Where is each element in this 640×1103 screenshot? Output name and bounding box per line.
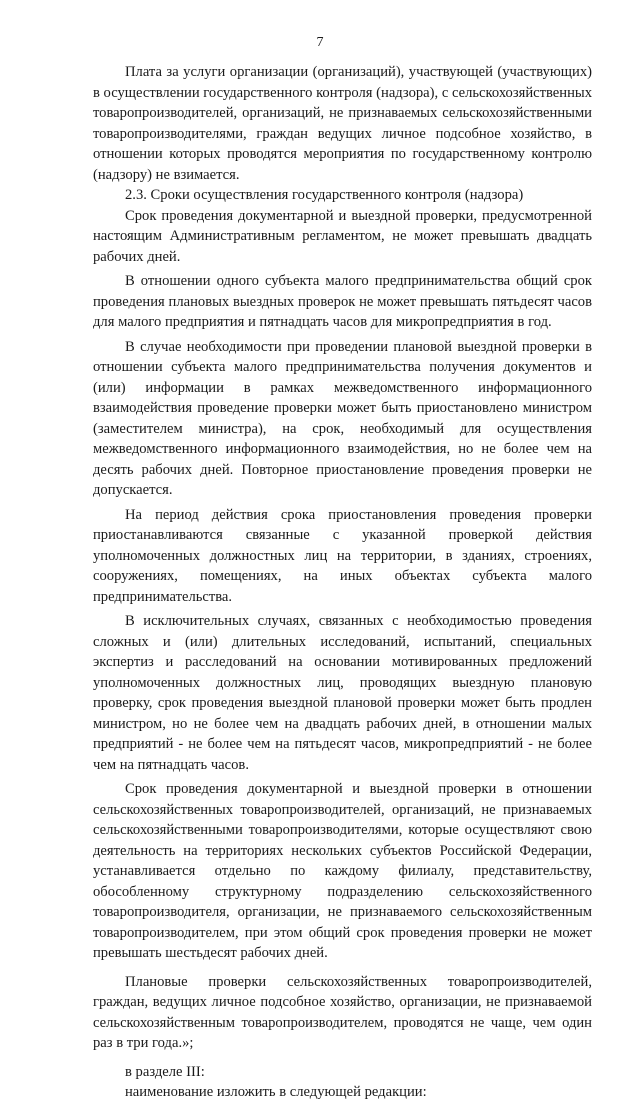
paragraph-fee: Плата за услуги организации (организаций), участвующей (участвующих) в осуществлении государственного контроля (надзора), с сельскохозяйственных товаропроизводителей, организаций, не признаваемых сельскохозяйственными товаропроизводителями, граждан ведущих личное подсобное хозяйство, в отношении которых проводятся мероприятия по государственному контролю (надзору) не взимается. bbox=[93, 64, 592, 183]
paragraph-multi-region: Срок проведения документарной и выездной проверки в отношении сельскохозяйственных товаропроизводителей, организаций, не признаваемых сельскохозяйственными товаропроизводителями, которые осуществляют свою деятельность на территориях нескольких субъектов Российской Федерации, устанавливается отдельно по каждому филиалу, представительству, обособленному структурному подразделению сельскохозяйственного товаропроизводителя, организации, не признаваемого сельскохозяйственным товаропроизводителем, при этом общий срок проведения проверки не может превышать шестьдесят рабочих дней. bbox=[93, 781, 592, 961]
paragraph-planned-frequency: Плановые проверки сельскохозяйственных товаропроизводителей, граждан, ведущих личное подсобное хозяйство, организации, не признаваемой сельскохозяйственным товаропроизводителем, проводятся не чаще, чем один раз в три года.»; bbox=[93, 973, 592, 1051]
paragraph-section-iii: в разделе III: bbox=[125, 1063, 205, 1080]
page-number: 7 bbox=[316, 35, 324, 50]
document-body bbox=[93, 62, 592, 1103]
paragraph-rename-instruction: наименование изложить в следующей редакции: bbox=[125, 1084, 427, 1100]
paragraph-small-business-limit: В отношении одного субъекта малого предпринимательства общий срок проведения плановых выездных проверок не может превышать пятьдесят часов для малого предприятия и пятнадцать часов для микропредприятия в год. bbox=[93, 273, 592, 330]
section-heading-2-3: 2.3. Сроки осуществления государственного контроля (надзора) bbox=[125, 187, 524, 203]
paragraph-extension: В исключительных случаях, связанных с необходимостью проведения сложных и (или) длительных исследований, испытаний, специальных экспертиз и расследований на основании мотивированных предложений уполномоченных должностных лиц, проводящих выездную плановую проверку, срок проведения выездной плановой проверки может быть продлен министром, но не более чем на двадцать рабочих дней, в отношении малых предприятий - не более чем на пятьдесят часов, микропредприятий - не более чем на пятнадцать часов. bbox=[93, 613, 592, 773]
paragraph-inspection-term: Срок проведения документарной и выездной проверки, предусмотренной настоящим Административным регламентом, не может превышать двадцать рабочих дней. bbox=[93, 207, 592, 265]
paragraph-suspension-period: На период действия срока приостановления проведения проверки приостанавливаются связанные с указанной проверкой действия уполномоченных должностных лиц на территории, в зданиях, строениях, сооружениях, помещениях, на иных объектах субъекта малого предпринимательства. bbox=[93, 506, 592, 605]
paragraph-suspension: В случае необходимости при проведении плановой выездной проверки в отношении субъекта малого предпринимательства получения документов и (или) информации в рамках межведомственного информационного взаимодействия проведение проверки может быть приостановлено министром (заместителем министра), на срок, необходимый для осуществления межведомственного информационного взаимодействия, но не более чем на десять рабочих дней. Повторное приостановление проведения проверки не допускается. bbox=[93, 338, 592, 498]
